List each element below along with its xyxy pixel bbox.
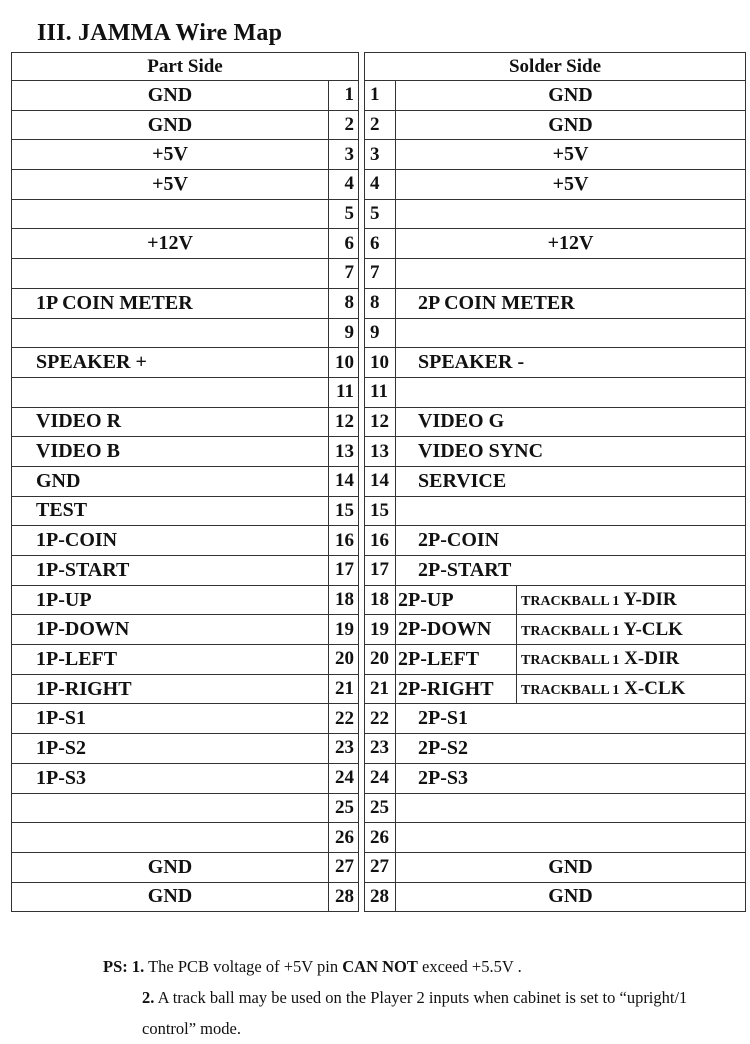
solder-side-pin: 1 — [365, 81, 396, 111]
solder-side-signal — [396, 496, 746, 526]
part-side-pin: 2 — [329, 110, 359, 140]
solder-side-signal: SPEAKER - — [396, 348, 746, 378]
part-side-pin: 28 — [329, 882, 359, 912]
solder-side-pin: 23 — [365, 734, 396, 764]
solder-side-pin: 18 — [365, 585, 396, 615]
solder-side-pin: 20 — [365, 645, 396, 675]
solder-side-pin: 4 — [365, 170, 396, 200]
solder-side-signal: VIDEO SYNC — [396, 437, 746, 467]
trackball-label: TRACKBALL 1 — [521, 623, 620, 639]
solder-side-signal: 2P-DOWN — [396, 615, 517, 645]
solder-side-pin: 13 — [365, 437, 396, 467]
trackball-signal — [517, 615, 746, 645]
solder-side-signal: 2P-COIN — [396, 526, 746, 556]
table-row — [12, 170, 746, 200]
part-side-signal: +5V — [12, 170, 329, 200]
trackball-label: TRACKBALL 1 — [521, 653, 620, 669]
table-row — [12, 377, 746, 407]
solder-side-signal — [396, 259, 746, 289]
part-side-pin: 23 — [329, 734, 359, 764]
table-row — [12, 823, 746, 853]
solder-side-signal: 2P-RIGHT — [396, 674, 517, 704]
part-side-pin: 7 — [329, 259, 359, 289]
table-row — [12, 437, 746, 467]
part-side-pin: 17 — [329, 556, 359, 586]
part-side-pin: 20 — [329, 645, 359, 675]
part-side-pin: 4 — [329, 170, 359, 200]
solder-side-pin: 15 — [365, 496, 396, 526]
solder-side-signal: 2P COIN METER — [396, 288, 746, 318]
part-side-signal: 1P-START — [12, 556, 329, 586]
solder-side-signal: GND — [396, 882, 746, 912]
part-side-pin: 6 — [329, 229, 359, 259]
solder-side-signal: GND — [396, 110, 746, 140]
part-side-header: Part Side — [12, 53, 359, 81]
table-row — [12, 407, 746, 437]
trackball-label: TRACKBALL 1 — [521, 594, 620, 610]
part-side-signal: 1P-S1 — [12, 704, 329, 734]
note-2-text: A track ball may be used on the Player 2 inputs when cabinet is set to “upright/1 control” mode. — [142, 988, 688, 1038]
part-side-pin: 12 — [329, 407, 359, 437]
part-side-signal: SPEAKER + — [12, 348, 329, 378]
trackball-axis: X-DIR — [624, 648, 680, 670]
trackball-label: TRACKBALL 1 — [521, 683, 620, 699]
solder-side-pin: 5 — [365, 199, 396, 229]
part-side-pin: 8 — [329, 288, 359, 318]
jamma-wire-table — [11, 52, 746, 912]
table-row — [12, 526, 746, 556]
table-row — [12, 763, 746, 793]
table-row — [12, 348, 746, 378]
part-side-pin: 25 — [329, 793, 359, 823]
part-side-signal: GND — [12, 110, 329, 140]
part-side-pin: 1 — [329, 81, 359, 111]
part-side-signal — [12, 793, 329, 823]
solder-side-pin: 11 — [365, 377, 396, 407]
solder-side-signal: GND — [396, 852, 746, 882]
table-row — [12, 199, 746, 229]
solder-side-signal: VIDEO G — [396, 407, 746, 437]
solder-side-pin: 10 — [365, 348, 396, 378]
table-row — [12, 81, 746, 111]
table-row — [12, 793, 746, 823]
trackball-signal — [517, 674, 746, 704]
solder-side-signal: +5V — [396, 170, 746, 200]
solder-side-signal: +5V — [396, 140, 746, 170]
part-side-signal: +12V — [12, 229, 329, 259]
part-side-signal: GND — [12, 466, 329, 496]
part-side-signal: 1P COIN METER — [12, 288, 329, 318]
solder-side-signal: SERVICE — [396, 466, 746, 496]
table-row — [12, 615, 746, 645]
solder-side-pin: 7 — [365, 259, 396, 289]
part-side-signal: GND — [12, 81, 329, 111]
part-side-signal: TEST — [12, 496, 329, 526]
table-row — [12, 140, 746, 170]
part-side-signal: 1P-S2 — [12, 734, 329, 764]
part-side-pin: 14 — [329, 466, 359, 496]
solder-side-signal: 2P-LEFT — [396, 645, 517, 675]
table-row — [12, 734, 746, 764]
solder-side-signal: 2P-START — [396, 556, 746, 586]
table-row — [12, 466, 746, 496]
solder-side-signal: 2P-S2 — [396, 734, 746, 764]
solder-side-pin: 21 — [365, 674, 396, 704]
solder-side-header: Solder Side — [365, 53, 746, 81]
solder-side-signal — [396, 318, 746, 348]
solder-side-pin: 9 — [365, 318, 396, 348]
part-side-signal: 1P-COIN — [12, 526, 329, 556]
part-side-signal: GND — [12, 852, 329, 882]
solder-side-pin: 12 — [365, 407, 396, 437]
page-title: III. JAMMA Wire Map — [37, 20, 283, 46]
table-row — [12, 318, 746, 348]
part-side-pin: 15 — [329, 496, 359, 526]
part-side-pin: 18 — [329, 585, 359, 615]
solder-side-pin: 3 — [365, 140, 396, 170]
part-side-signal: VIDEO B — [12, 437, 329, 467]
solder-side-pin: 22 — [365, 704, 396, 734]
note-1-text-bold: CAN NOT — [342, 957, 418, 976]
table-row — [12, 288, 746, 318]
solder-side-signal — [396, 793, 746, 823]
ps-label: PS: — [103, 957, 128, 976]
part-side-signal: 1P-S3 — [12, 763, 329, 793]
part-side-signal: 1P-LEFT — [12, 645, 329, 675]
part-side-pin: 11 — [329, 377, 359, 407]
note-2 — [142, 982, 732, 1044]
part-side-signal: 1P-DOWN — [12, 615, 329, 645]
table-row — [12, 645, 746, 675]
part-side-pin: 21 — [329, 674, 359, 704]
note-1 — [103, 951, 522, 982]
note-1-number: 1. — [131, 957, 145, 976]
trackball-axis: Y-DIR — [623, 589, 677, 611]
solder-side-pin: 14 — [365, 466, 396, 496]
part-side-signal: VIDEO R — [12, 407, 329, 437]
part-side-pin: 5 — [329, 199, 359, 229]
part-side-pin: 27 — [329, 852, 359, 882]
table-row — [12, 229, 746, 259]
part-side-pin: 24 — [329, 763, 359, 793]
part-side-signal: +5V — [12, 140, 329, 170]
part-side-pin: 3 — [329, 140, 359, 170]
table-row — [12, 556, 746, 586]
part-side-pin: 26 — [329, 823, 359, 853]
part-side-pin: 22 — [329, 704, 359, 734]
solder-side-signal: 2P-UP — [396, 585, 517, 615]
table-row — [12, 259, 746, 289]
table-row — [12, 852, 746, 882]
solder-side-signal — [396, 823, 746, 853]
solder-side-pin: 8 — [365, 288, 396, 318]
trackball-axis: X-CLK — [624, 678, 686, 700]
part-side-signal — [12, 259, 329, 289]
solder-side-signal: 2P-S1 — [396, 704, 746, 734]
part-side-signal — [12, 377, 329, 407]
solder-side-pin: 6 — [365, 229, 396, 259]
part-side-pin: 10 — [329, 348, 359, 378]
solder-side-signal — [396, 199, 746, 229]
solder-side-pin: 27 — [365, 852, 396, 882]
part-side-signal: 1P-RIGHT — [12, 674, 329, 704]
solder-side-pin: 28 — [365, 882, 396, 912]
table-row — [12, 882, 746, 912]
note-1-text-post: exceed +5.5V . — [417, 957, 522, 976]
part-side-signal — [12, 318, 329, 348]
part-side-signal — [12, 823, 329, 853]
part-side-pin: 16 — [329, 526, 359, 556]
solder-side-signal: GND — [396, 81, 746, 111]
note-1-text-pre: The PCB voltage of +5V pin — [148, 957, 343, 976]
solder-side-pin: 17 — [365, 556, 396, 586]
solder-side-pin: 2 — [365, 110, 396, 140]
solder-side-signal: +12V — [396, 229, 746, 259]
solder-side-pin: 16 — [365, 526, 396, 556]
table-row — [12, 674, 746, 704]
solder-side-pin: 19 — [365, 615, 396, 645]
part-side-signal: GND — [12, 882, 329, 912]
table-row — [12, 704, 746, 734]
trackball-signal — [517, 585, 746, 615]
solder-side-pin: 24 — [365, 763, 396, 793]
table-row — [12, 585, 746, 615]
trackball-signal — [517, 645, 746, 675]
part-side-pin: 13 — [329, 437, 359, 467]
note-2-number: 2. — [142, 988, 155, 1007]
solder-side-signal — [396, 377, 746, 407]
solder-side-signal: 2P-S3 — [396, 763, 746, 793]
table-header-row — [12, 53, 746, 81]
part-side-pin: 19 — [329, 615, 359, 645]
table-row — [12, 110, 746, 140]
part-side-signal: 1P-UP — [12, 585, 329, 615]
part-side-signal — [12, 199, 329, 229]
solder-side-pin: 25 — [365, 793, 396, 823]
solder-side-pin: 26 — [365, 823, 396, 853]
part-side-pin: 9 — [329, 318, 359, 348]
table-row — [12, 496, 746, 526]
trackball-axis: Y-CLK — [623, 618, 683, 640]
